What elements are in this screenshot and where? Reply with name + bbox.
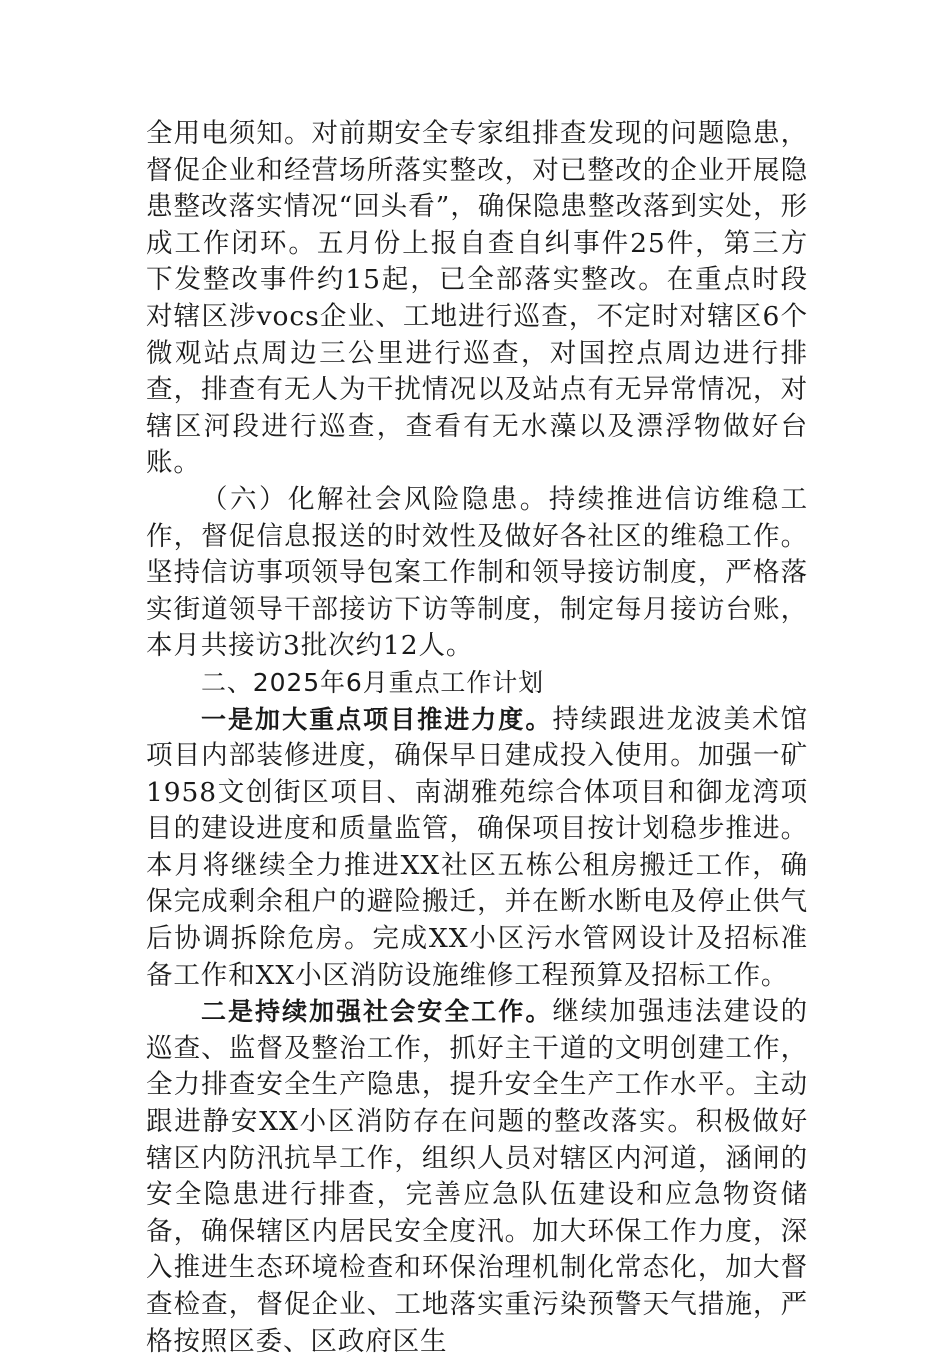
paragraph-lead-bold: 一是加大重点项目推进力度。: [201, 704, 553, 734]
paragraph-text: 全用电须知。对前期安全专家组排查发现的问题隐患，督促企业和经营场所落实整改，对已整改的企业开展隐患整改落实情况“回头看”，确保隐患整改落到实处，形成工作闭环。五月份上报自查自纠事件25件，第三方下发整改事件约15起，已全部落实整改。在重点时段对辖区涉vocs企业、工地进行巡查，不定时对辖区6个微观站点周边三公里进行巡查，对国控点周边进行排查，排查有无人为干扰情况以及站点有无异常情况，对辖区河段进行巡查，查看有无水藻以及漂浮物做好台账。: [146, 118, 808, 479]
document-body: [146, 116, 808, 1360]
paragraph-social-safety: [146, 994, 808, 1360]
paragraph-text: 持续跟进龙波美术馆项目内部装修进度，确保早日建成投入使用。加强一矿1958文创街区项目、南湖雅苑综合体项目和御龙湾项目的建设进度和质量监管，确保项目按计划稳步推进。本月将继续全力推进XX社区五栋公租房搬迁工作，确保完成剩余租户的避险搬迁，并在断水断电及停止供气后协调拆除危房。完成XX小区污水管网设计及招标准备工作和XX小区消防设施维修工程预算及招标工作。: [146, 703, 808, 991]
paragraph-key-projects: [146, 702, 808, 995]
paragraph-social-risk: [146, 482, 808, 665]
paragraph-text: （六）化解社会风险隐患。持续推进信访维稳工作，督促信息报送的时效性及做好各社区的维稳工作。坚持信访事项领导包案工作制和领导接访制度，严格落实街道领导干部接访下访等制度，制定每月接访台账，本月共接访3批次约12人。: [146, 483, 808, 662]
paragraph-text: 继续加强违法建设的巡查、监督及整治工作，抓好主干道的文明创建工作，全力排查安全生产隐患，提升安全生产工作水平。主动跟进静安XX小区消防存在问题的整改落实。积极做好辖区内防汛抗旱工作，组织人员对辖区内河道，涵闸的安全隐患进行排查，完善应急队伍建设和应急物资储备，确保辖区内居民安全度汛。加大环保工作力度，深入推进生态环境检查和环保治理机制化常态化，加大督查检查，督促企业、工地落实重污染预警天气措施，严格按照区委、区政府区生: [146, 996, 808, 1357]
paragraph-safety-inspection: [146, 116, 808, 482]
section-heading-june-plan: [146, 665, 808, 702]
paragraph-lead-bold: 二是持续加强社会安全工作。: [201, 997, 553, 1027]
heading-text: 二、2025年6月重点工作计划: [201, 667, 545, 697]
